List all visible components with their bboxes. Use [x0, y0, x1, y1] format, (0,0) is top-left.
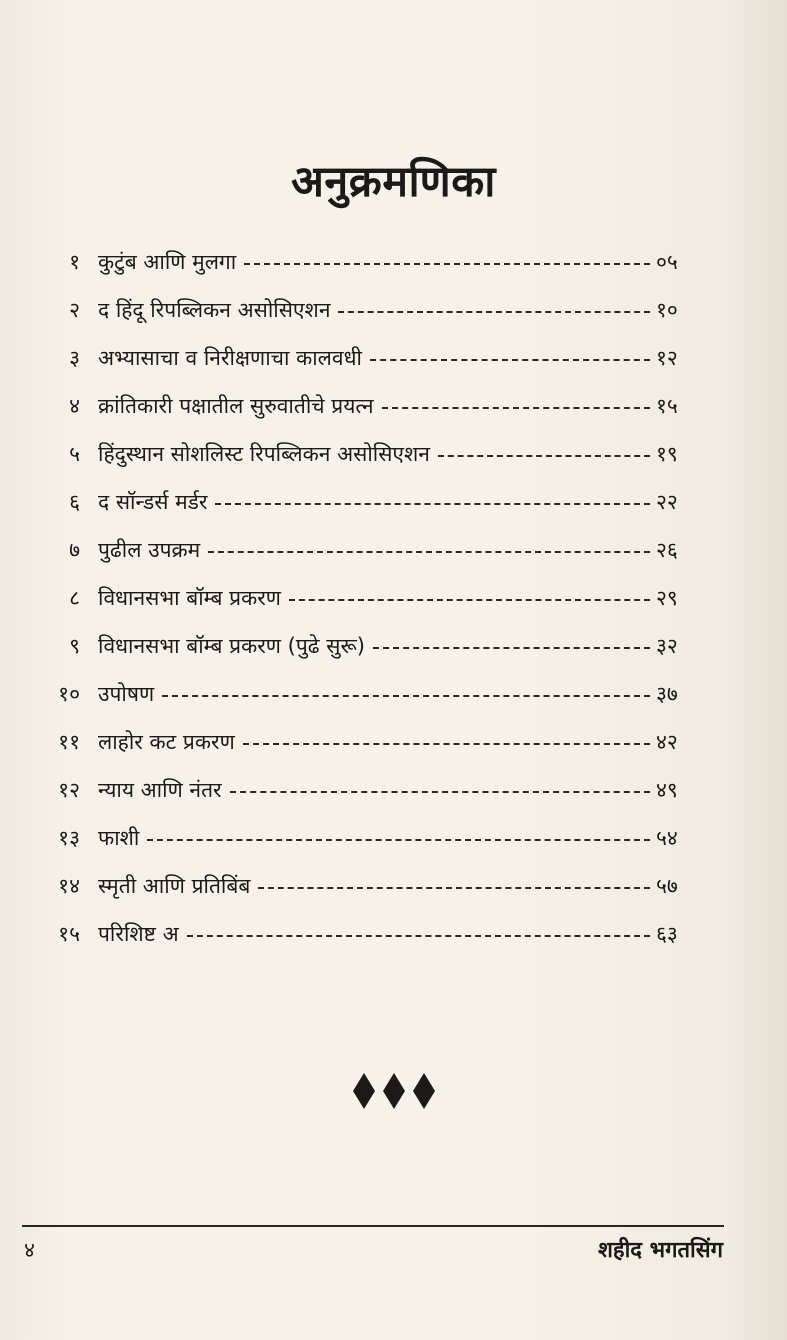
diamond-icon: [353, 1073, 375, 1109]
chapter-number: १: [69, 250, 80, 274]
chapter-number: ४: [69, 394, 80, 418]
diamond-icon: [383, 1073, 405, 1109]
toc-entry: [0, 336, 787, 380]
toc-entry: [0, 864, 787, 908]
chapter-page-number: ४९: [656, 778, 678, 802]
chapter-title: विधानसभा बॉम्ब प्रकरण (पुढे सुरू): [98, 634, 365, 658]
table-of-contents: [0, 240, 787, 960]
chapter-number: ६: [69, 490, 80, 514]
toc-entry: [0, 432, 787, 476]
chapter-number: ९: [69, 634, 80, 658]
toc-entry: [0, 816, 787, 860]
chapter-title: पुढील उपक्रम: [98, 538, 201, 562]
dot-leader: [289, 599, 650, 601]
chapter-number: ८: [69, 586, 80, 610]
chapter-number: १५: [58, 922, 80, 946]
toc-entry: [0, 288, 787, 332]
chapter-page-number: २९: [656, 586, 678, 610]
chapter-page-number: ४२: [656, 730, 678, 754]
chapter-title: द सॉन्डर्स मर्डर: [98, 490, 208, 514]
chapter-number: १४: [58, 874, 80, 898]
chapter-page-number: १२: [656, 346, 678, 370]
chapter-title: क्रांतिकारी पक्षातील सुरुवातीचे प्रयत्न: [98, 394, 374, 418]
chapter-page-number: २२: [656, 490, 678, 514]
toc-entry: [0, 912, 787, 956]
dot-leader: [258, 887, 650, 889]
running-title: शहीद भगतसिंग: [597, 1238, 723, 1263]
dot-leader: [208, 551, 650, 553]
chapter-page-number: ६३: [656, 922, 678, 946]
dot-leader: [382, 407, 650, 409]
chapter-number: ५: [69, 442, 80, 466]
chapter-title: द हिंदू रिपब्लिकन असोसिएशन: [98, 298, 331, 322]
footer-rule: [22, 1225, 724, 1227]
dot-leader: [373, 647, 650, 649]
toc-entry: [0, 576, 787, 620]
toc-entry: [0, 720, 787, 764]
dot-leader: [162, 695, 650, 697]
toc-entry: [0, 768, 787, 812]
page-title: अनुक्रमणिका: [291, 157, 496, 207]
dot-leader: [244, 263, 650, 265]
chapter-title: उपोषण: [98, 682, 155, 706]
chapter-number: १२: [58, 778, 80, 802]
toc-entry: [0, 240, 787, 284]
chapter-page-number: १०: [656, 298, 678, 322]
dot-leader: [215, 503, 650, 505]
chapter-page-number: ०५: [656, 250, 678, 274]
dot-leader: [230, 791, 650, 793]
chapter-number: ११: [58, 730, 80, 754]
chapter-title: कुटुंब आणि मुलगा: [98, 250, 237, 274]
dot-leader: [147, 839, 650, 841]
toc-entry: [0, 528, 787, 572]
chapter-title: अभ्यासाचा व निरीक्षणाचा कालवधी: [98, 346, 362, 370]
chapter-page-number: ५७: [656, 874, 678, 898]
ornament-divider: [0, 1073, 787, 1113]
chapter-number: १०: [58, 682, 80, 706]
chapter-page-number: १९: [656, 442, 678, 466]
dot-leader: [243, 743, 650, 745]
toc-entry: [0, 384, 787, 428]
dot-leader: [438, 455, 650, 457]
chapter-page-number: ३२: [656, 634, 678, 658]
chapter-page-number: ५४: [656, 826, 678, 850]
page-number: ४: [24, 1238, 35, 1262]
dot-leader: [338, 311, 650, 313]
chapter-number: १३: [58, 826, 80, 850]
chapter-page-number: ३७: [656, 682, 678, 706]
chapter-title: हिंदुस्थान सोशलिस्ट रिपब्लिकन असोसिएशन: [98, 442, 430, 466]
dot-leader: [370, 359, 650, 361]
chapter-number: ७: [69, 538, 80, 562]
chapter-page-number: १५: [656, 394, 678, 418]
chapter-title: फाशी: [98, 826, 140, 850]
chapter-title: विधानसभा बॉम्ब प्रकरण: [98, 586, 281, 610]
dot-leader: [187, 935, 650, 937]
chapter-title: लाहोर कट प्रकरण: [98, 730, 235, 754]
chapter-title: परिशिष्ट अ: [98, 922, 179, 946]
chapter-page-number: २६: [656, 538, 678, 562]
chapter-title: न्याय आणि नंतर: [98, 778, 222, 802]
toc-entry: [0, 624, 787, 668]
toc-entry: [0, 480, 787, 524]
chapter-title: स्मृती आणि प्रतिबिंब: [98, 874, 251, 898]
chapter-number: ३: [69, 346, 80, 370]
diamond-icon: [413, 1073, 435, 1109]
chapter-number: २: [69, 298, 80, 322]
toc-entry: [0, 672, 787, 716]
